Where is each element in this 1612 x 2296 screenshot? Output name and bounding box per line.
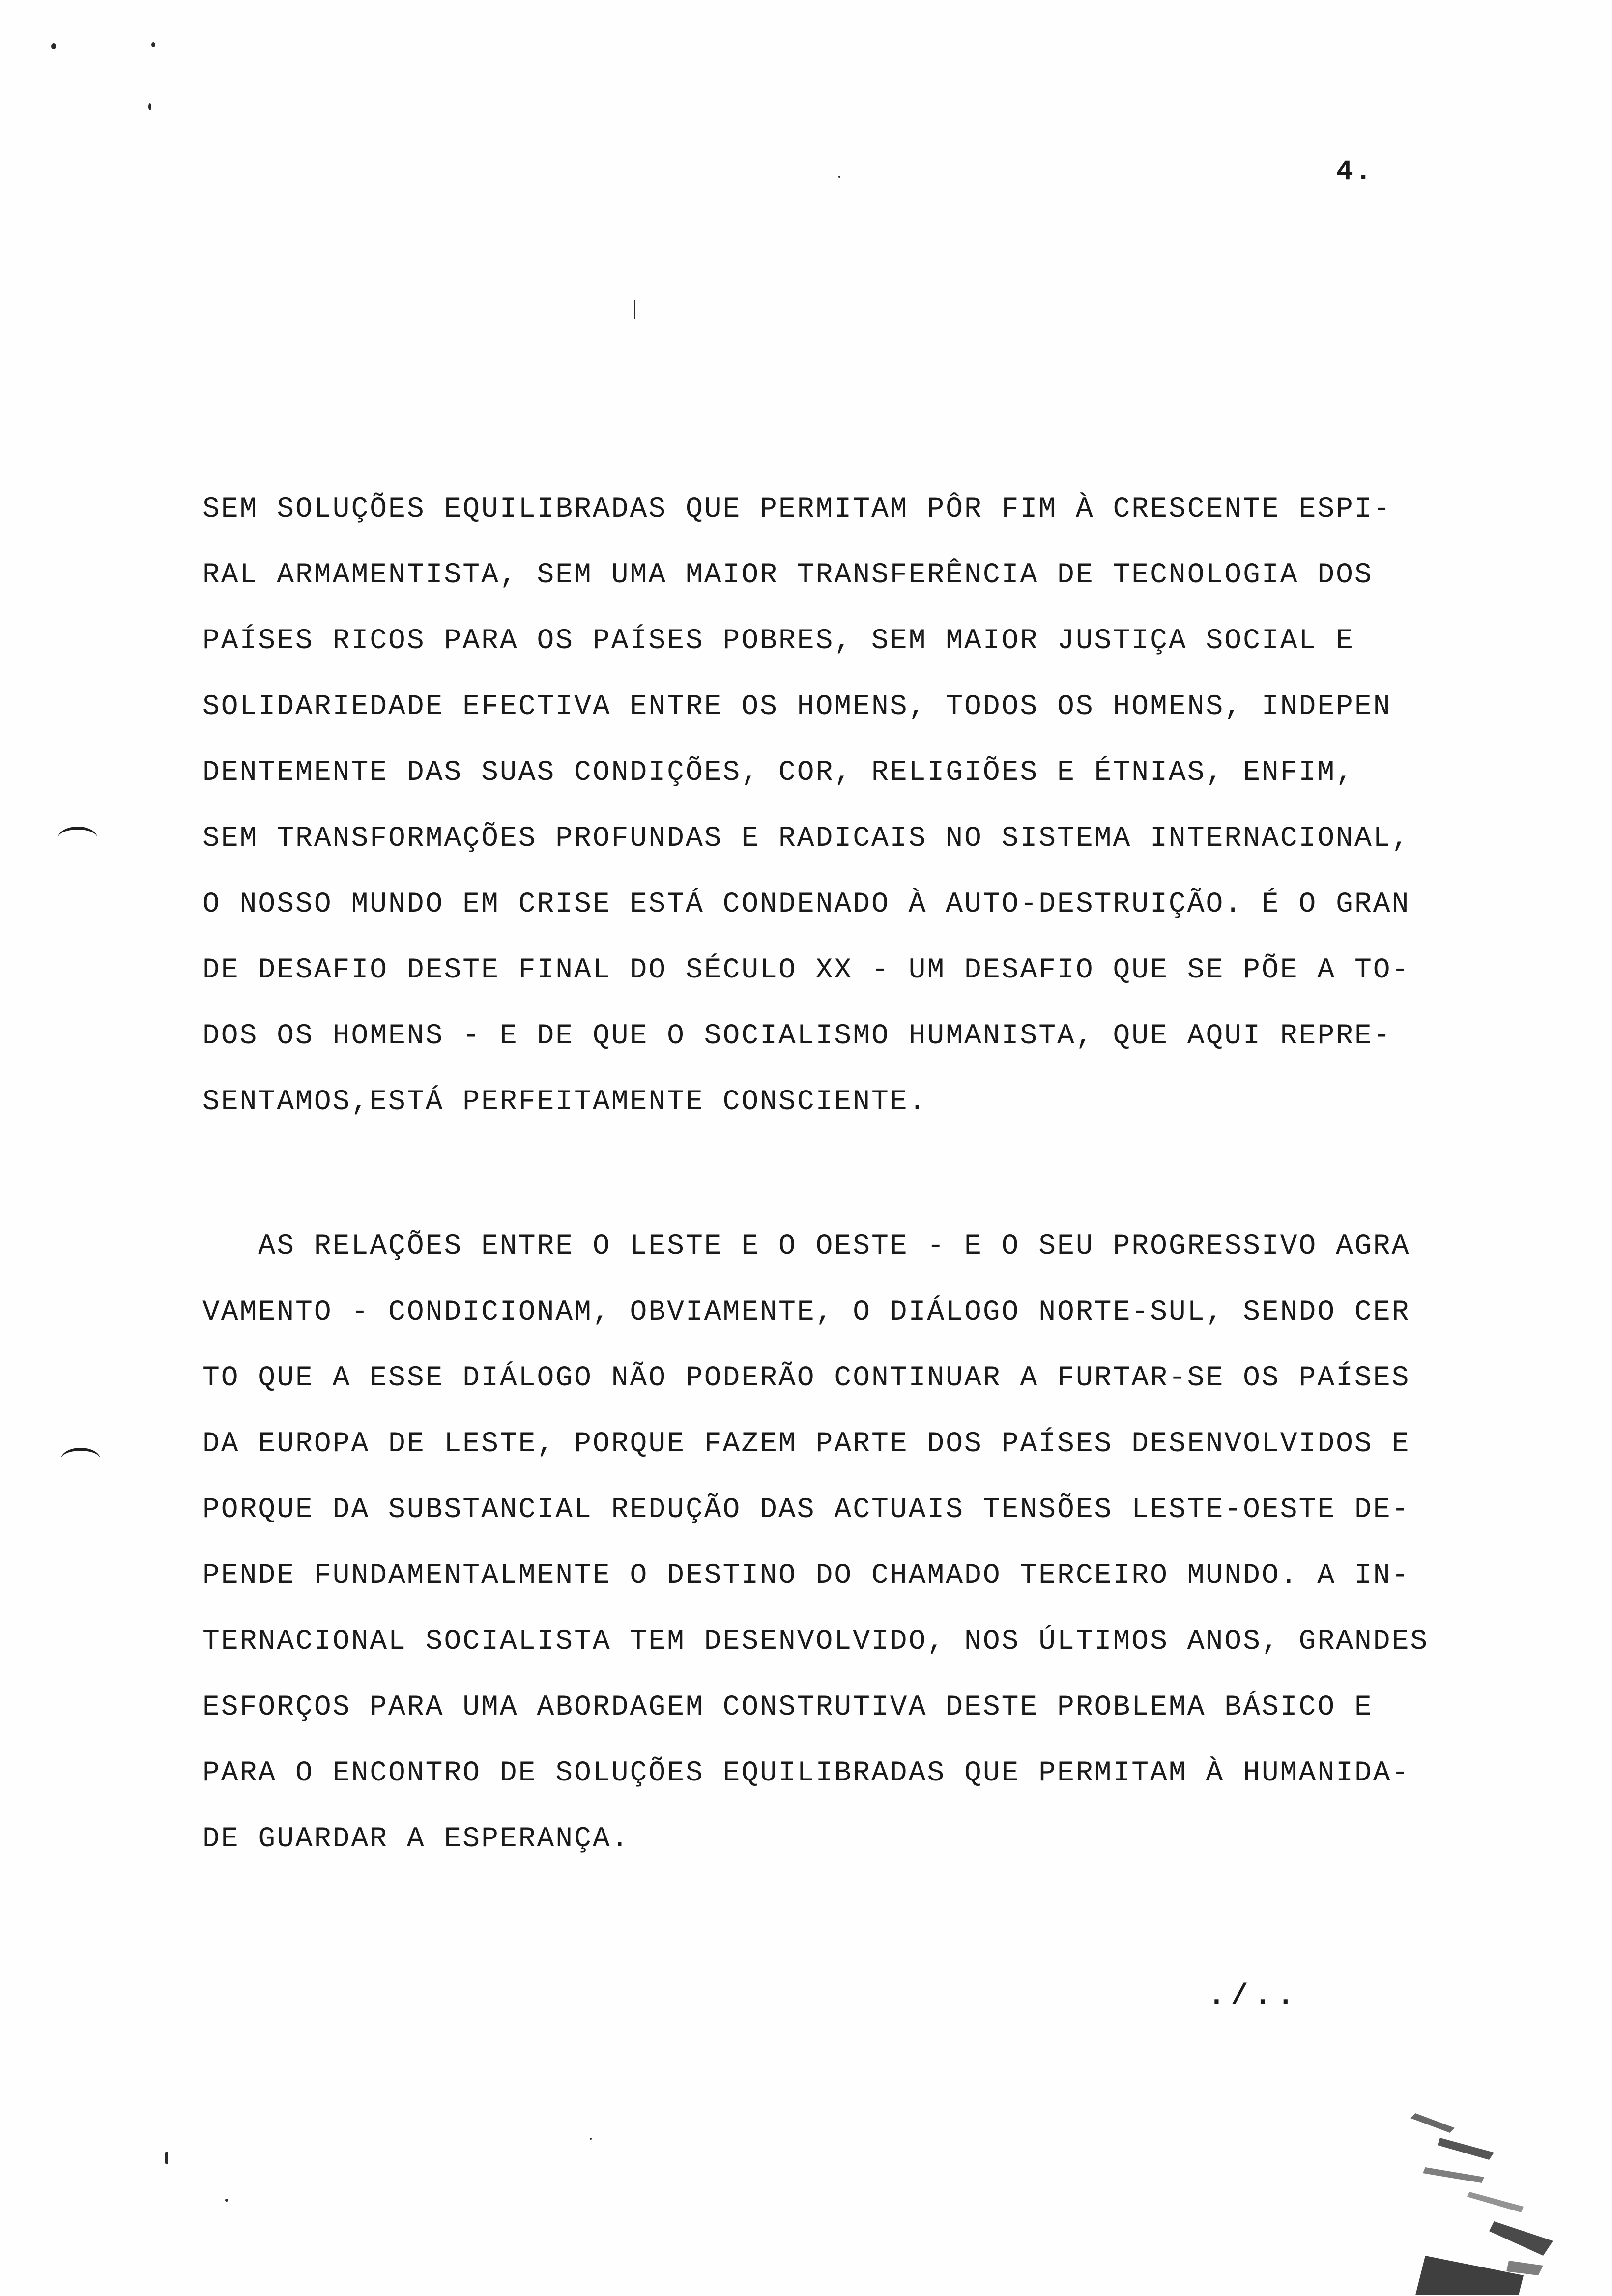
text-line: SENTAMOS,ESTÁ PERFEITAMENTE CONSCIENTE.	[202, 1086, 927, 1118]
text-line: DOS OS HOMENS - E DE QUE O SOCIALISMO HUMANISTA, QUE AQUI REPRE-	[202, 1020, 1392, 1052]
scan-speck	[225, 2199, 228, 2202]
corner-smudge	[1396, 2098, 1592, 2295]
text-line: AS RELAÇÕES ENTRE O LESTE E O OESTE - E O SEU PROGRESSIVO AGRA	[202, 1231, 1410, 1263]
text-line: PARA O ENCONTRO DE SOLUÇÕES EQUILIBRADAS QUE PERMITAM À HUMANIDA-	[202, 1757, 1410, 1789]
scan-speck	[51, 43, 56, 49]
scan-speck	[148, 103, 151, 110]
text-line: SEM TRANSFORMAÇÕES PROFUNDAS E RADICAIS NO SISTEMA INTERNACIONAL,	[202, 823, 1410, 855]
text-line: PAÍSES RICOS PARA OS PAÍSES POBRES, SEM MAIOR JUSTIÇA SOCIAL E	[202, 625, 1354, 657]
text-line: DENTEMENTE DAS SUAS CONDIÇÕES, COR, RELIGIÕES E ÉTNIAS, ENFIM,	[202, 757, 1354, 789]
continuation-mark: ./..	[1208, 1980, 1300, 2012]
paragraph-2	[202, 1214, 1520, 1872]
text-line: ESFORÇOS PARA UMA ABORDAGEM CONSTRUTIVA DESTE PROBLEMA BÁSICO E	[202, 1692, 1373, 1723]
text-line: O NOSSO MUNDO EM CRISE ESTÁ CONDENADO À AUTO-DESTRUIÇÃO. É O GRAN	[202, 889, 1410, 920]
margin-punch-mark	[61, 1448, 100, 1470]
text-line: DE GUARDAR A ESPERANÇA.	[202, 1823, 630, 1855]
text-line: TO QUE A ESSE DIÁLOGO NÃO PODERÃO CONTINUAR A FURTAR-SE OS PAÍSES	[202, 1362, 1410, 1394]
scan-speck	[838, 176, 840, 178]
page-number: 4.	[1336, 156, 1374, 188]
text-line: TERNACIONAL SOCIALISTA TEM DESENVOLVIDO, NOS ÚLTIMOS ANOS, GRANDES	[202, 1626, 1429, 1658]
text-line: SOLIDARIEDADE EFECTIVA ENTRE OS HOMENS, TODOS OS HOMENS, INDEPEN	[202, 691, 1392, 723]
text-line: DE DESAFIO DESTE FINAL DO SÉCULO XX - UM DESAFIO QUE SE PÕE A TO-	[202, 954, 1410, 986]
text-line: SEM SOLUÇÕES EQUILIBRADAS QUE PERMITAM PÔR FIM À CRESCENTE ESPI-	[202, 493, 1392, 525]
scan-speck	[590, 2138, 592, 2140]
text-line: PORQUE DA SUBSTANCIAL REDUÇÃO DAS ACTUAIS TENSÕES LESTE-OESTE DE-	[202, 1494, 1410, 1526]
text-line: RAL ARMAMENTISTA, SEM UMA MAIOR TRANSFERÊNCIA DE TECNOLOGIA DOS	[202, 559, 1373, 591]
text-line: PENDE FUNDAMENTALMENTE O DESTINO DO CHAMADO TERCEIRO MUNDO. A IN-	[202, 1560, 1410, 1592]
margin-punch-mark	[58, 827, 97, 849]
text-line: VAMENTO - CONDICIONAM, OBVIAMENTE, O DIÁLOGO NORTE-SUL, SENDO CER	[202, 1296, 1410, 1328]
scan-speck	[151, 42, 155, 47]
scan-speck	[165, 2152, 168, 2164]
paragraph-1	[202, 477, 1520, 1135]
text-line: DA EUROPA DE LESTE, PORQUE FAZEM PARTE DOS PAÍSES DESENVOLVIDOS E	[202, 1428, 1410, 1460]
scan-speck	[634, 300, 635, 319]
